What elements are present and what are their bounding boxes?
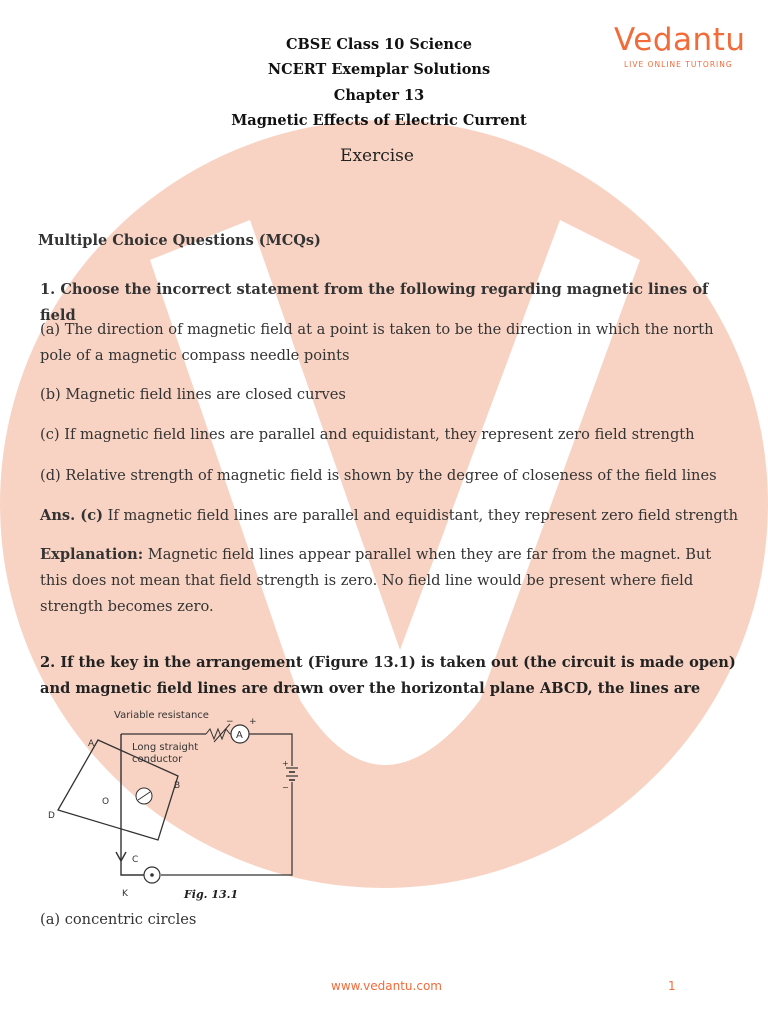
header-subtitle: NCERT Exemplar Solutions <box>267 61 491 78</box>
q1-explanation <box>40 542 740 620</box>
battery-plus: + <box>282 759 289 768</box>
conductor-label-line1: Long straight <box>132 742 199 753</box>
key-label: K <box>122 889 128 899</box>
plane-label-d: D <box>48 811 55 821</box>
q1-option-b: (b) Magnetic field lines are closed curves <box>40 386 346 403</box>
battery-minus: − <box>282 783 289 792</box>
header-class: CBSE Class 10 Science <box>285 36 473 53</box>
q2-option-a: (a) concentric circles <box>40 911 197 928</box>
q1-answer <box>40 503 750 529</box>
figure-caption: Fig. 13.1 <box>184 888 239 901</box>
answer-label: Ans. (c) <box>40 507 104 524</box>
ammeter-minus: − <box>226 717 234 727</box>
ammeter-label: A <box>236 730 243 741</box>
section-title: Multiple Choice Questions (MCQs) <box>38 232 321 249</box>
circuit-figure <box>46 704 306 904</box>
explanation-label: Explanation: <box>40 546 144 563</box>
explanation-text: Magnetic field lines appear parallel when they are far from the magnet. But this does not mean that field strength is zero. No field line would be present where field strength becomes zero. <box>40 546 712 615</box>
footer-url[interactable]: www.vedantu.com <box>331 979 442 993</box>
plane-label-c: C <box>132 855 139 865</box>
logo-word: Vedantu <box>614 22 746 58</box>
vedantu-logo <box>612 22 752 72</box>
fig-variable-resistance-label: Variable resistance <box>114 710 209 721</box>
header-chapter: Chapter 13 <box>333 87 425 104</box>
answer-text: If magnetic field lines are parallel and equidistant, they represent zero field strength <box>103 507 739 524</box>
q1-option-a: (a) The direction of magnetic field at a point is taken to be the direction in which the north pole of a magnetic compass needle points <box>40 321 714 364</box>
q1-option-c: (c) If magnetic field lines are parallel and equidistant, they represent zero field strength <box>40 426 695 443</box>
q1-question: 1. Choose the incorrect statement from the following regarding magnetic lines of field <box>40 281 709 324</box>
exercise-title: Exercise <box>340 146 414 166</box>
page-number: 1 <box>668 979 676 993</box>
header-chapter-title: Magnetic Effects of Electric Current <box>231 112 527 129</box>
plane-label-a: A <box>88 739 95 749</box>
q2-question: 2. If the key in the arrangement (Figure 13.1) is taken out (the circuit is made open) and magnetic field lines are drawn over the horizontal plane ABCD, the lines are <box>40 654 736 697</box>
point-label-o: O <box>102 797 110 807</box>
ammeter-plus: + <box>249 717 257 727</box>
conductor-label-line2: conductor <box>132 754 183 765</box>
logo-tagline: LIVE ONLINE TUTORING <box>624 60 733 69</box>
plane-label-b: B <box>174 781 181 791</box>
q1-option-d: (d) Relative strength of magnetic field is shown by the degree of closeness of the field lines <box>40 467 717 484</box>
